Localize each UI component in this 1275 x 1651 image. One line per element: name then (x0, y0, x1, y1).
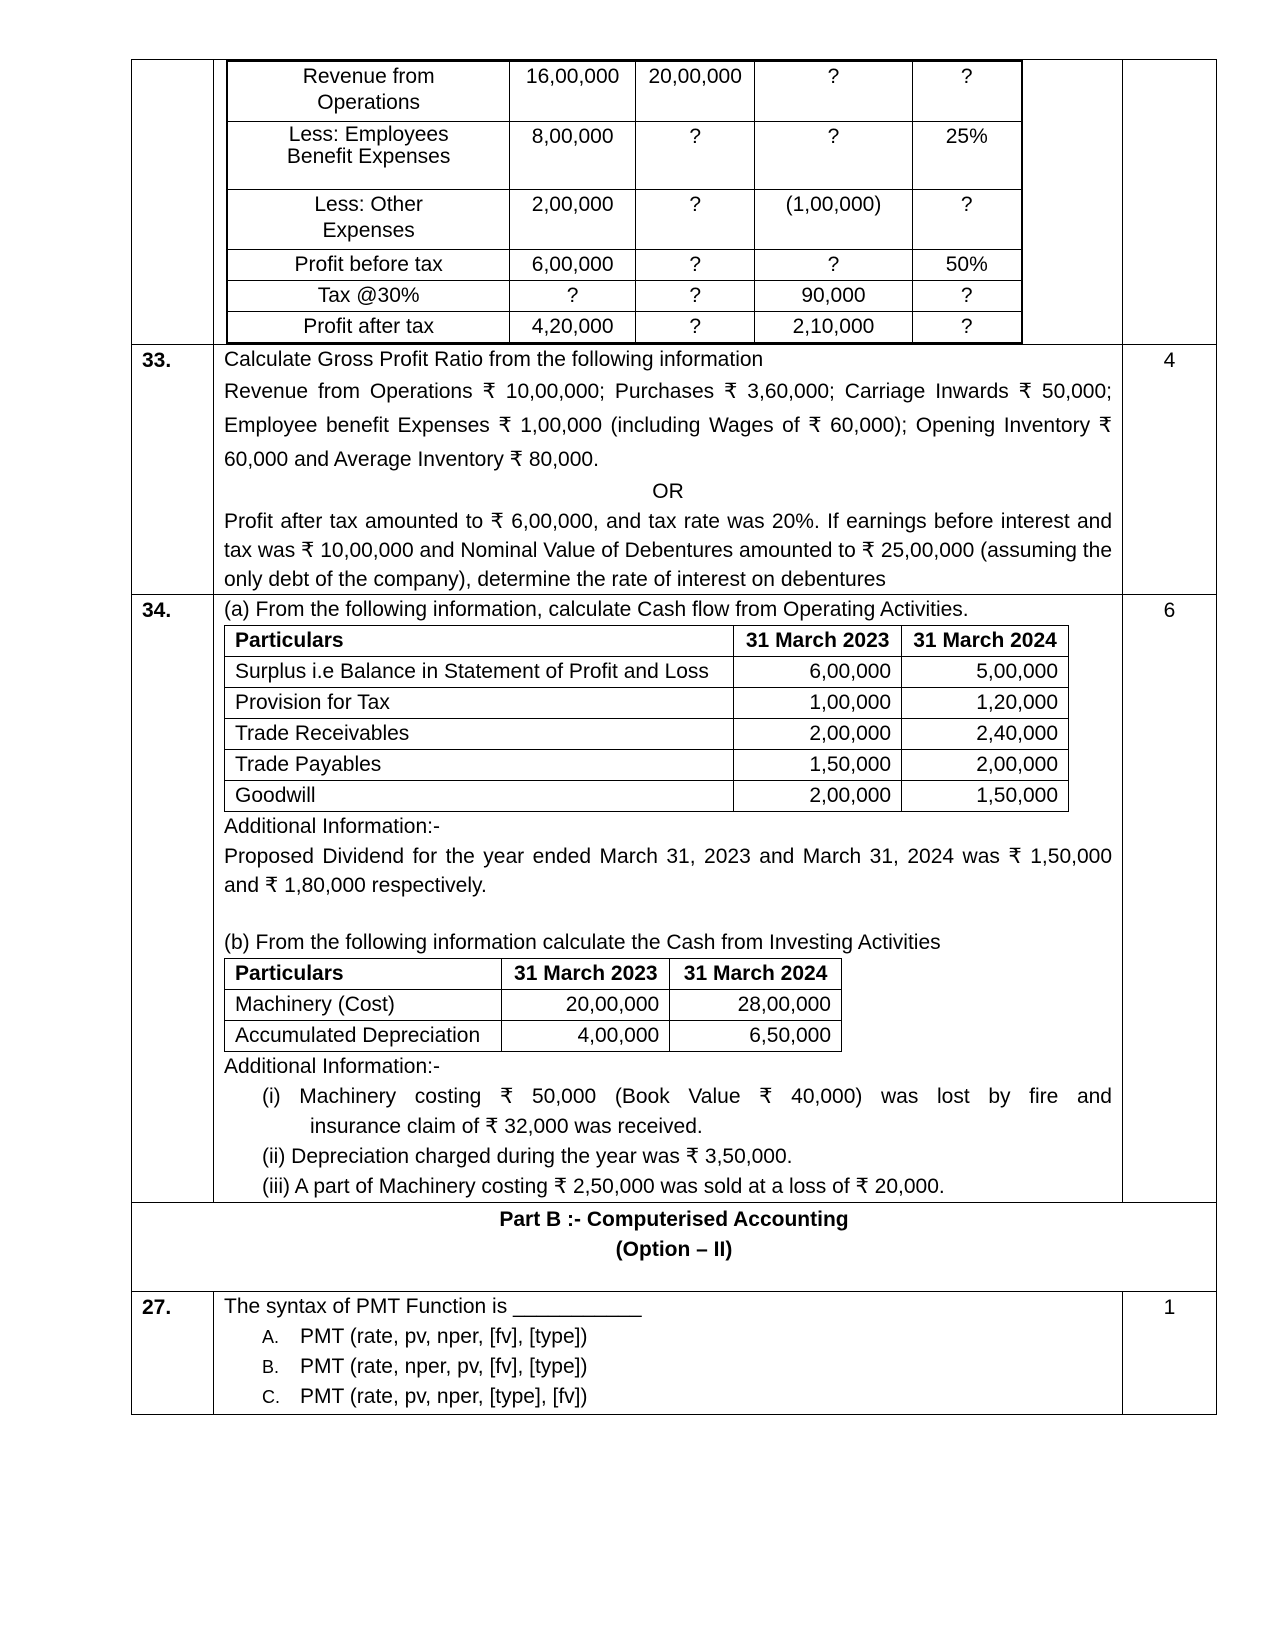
investing-table (224, 958, 842, 1052)
question-text: (a) From the following information, calculate Cash flow from Operating Activities. (224, 597, 969, 621)
option-letter: B. (262, 1356, 280, 1377)
question-27-content (214, 1291, 1123, 1414)
table-cell: 20,00,000 (635, 61, 754, 121)
part-b-row (132, 1202, 1217, 1291)
additional-info-text: Proposed Dividend for the year ended March 31, 2023 and March 31, 2024 was ₹ 1,50,000 and ₹ 1,80,000 respectively. (224, 844, 1112, 897)
list-item: (ii) Depreciation charged during the year was ₹ 3,50,000. (262, 1144, 793, 1168)
table-cell: 2,40,000 (902, 718, 1069, 749)
table-cell: 1,00,000 (734, 687, 902, 718)
table-cell: Profit before tax (227, 249, 510, 280)
table-row (225, 1020, 842, 1051)
question-paragraph: Revenue from Operations ₹ 10,00,000; Purchases ₹ 3,60,000; Carriage Inwards ₹ 50,000; Employee benefit Expenses ₹ 1,00,000 (including Wages of ₹ 60,000); Opening Inventory ₹ 60,000 and Average Inventory ₹ 80,000. (224, 379, 1112, 471)
or-separator: OR (652, 479, 684, 503)
additional-info-list (224, 1082, 1112, 1202)
table-cell: Provision for Tax (225, 687, 734, 718)
table-row (227, 189, 1022, 249)
question-number: 33. (132, 344, 214, 594)
table-cell: Trade Payables (225, 749, 734, 780)
column-header: Particulars (225, 625, 734, 656)
table-row (225, 749, 1069, 780)
table-cell: Trade Receivables (225, 718, 734, 749)
table-cell: 5,00,000 (902, 656, 1069, 687)
table-cell: Profit after tax (227, 311, 510, 343)
table-header-row (225, 625, 1069, 656)
table-cell: ? (912, 280, 1022, 311)
table-cell: 90,000 (755, 280, 912, 311)
question-sheet (131, 59, 1217, 1415)
table-cell: 20,00,000 (502, 989, 670, 1020)
table-header-row (225, 958, 842, 989)
table-cell: ? (912, 61, 1022, 121)
question-34-content (214, 594, 1123, 1202)
question-33-content (214, 344, 1123, 594)
table-cell: 16,00,000 (510, 61, 636, 121)
table-cell: Machinery (Cost) (225, 989, 502, 1020)
column-header: Particulars (225, 958, 502, 989)
table-cell: ? (912, 189, 1022, 249)
question-paragraph: Profit after tax amounted to ₹ 6,00,000, and tax rate was 20%. If earnings before interest and tax was ₹ 10,00,000 and Nominal Value of Debentures amounted to ₹ 25,00,000 (assuming the only debt of the company), determine the rate of interest on debentures (224, 509, 1112, 591)
table-cell: 2,00,000 (510, 189, 636, 249)
question-34-row (132, 594, 1217, 1202)
table-cell: Less: Other Expenses (227, 189, 510, 249)
continuation-row (132, 60, 1217, 345)
table-cell: ? (510, 280, 636, 311)
table-cell: (1,00,000) (755, 189, 912, 249)
option-a (262, 1322, 1112, 1352)
additional-info-heading: Additional Information:- (224, 1054, 440, 1078)
option-c (262, 1382, 1112, 1412)
option-text: PMT (rate, pv, nper, [type], [fv]) (300, 1384, 588, 1408)
table-cell: 4,20,000 (510, 311, 636, 343)
table-cell: ? (635, 189, 754, 249)
table-row (227, 61, 1022, 121)
table-cell: 4,00,000 (502, 1020, 670, 1051)
table-cell: Goodwill (225, 780, 734, 811)
part-option: (Option – II) (615, 1237, 733, 1261)
table-cell: 1,50,000 (902, 780, 1069, 811)
table-cell: 28,00,000 (670, 989, 842, 1020)
question-text: The syntax of PMT Function is ___________ (224, 1294, 642, 1318)
marks: 4 (1123, 344, 1217, 594)
option-letter: C. (262, 1386, 280, 1407)
table-cell: 6,00,000 (734, 656, 902, 687)
question-text: (b) From the following information calculate the Cash from Investing Activities (224, 930, 941, 954)
table-cell: 2,00,000 (734, 780, 902, 811)
table-cell: Tax @30% (227, 280, 510, 311)
table-cell: 1,20,000 (902, 687, 1069, 718)
empty-qno (132, 60, 214, 345)
table-cell: ? (755, 249, 912, 280)
table-row (225, 780, 1069, 811)
column-header: 31 March 2023 (734, 625, 902, 656)
table-row (225, 687, 1069, 718)
table-row (225, 718, 1069, 749)
list-item: (iii) A part of Machinery costing ₹ 2,50,000 was sold at a loss of ₹ 20,000. (262, 1174, 945, 1198)
table-cell: 2,00,000 (902, 749, 1069, 780)
table-cell: ? (755, 121, 912, 189)
table-row (227, 121, 1022, 189)
table-cell: 1,50,000 (734, 749, 902, 780)
table-cell: Surplus i.e Balance in Statement of Profit and Loss (225, 656, 734, 687)
table-cell: 6,00,000 (510, 249, 636, 280)
question-number: 34. (132, 594, 214, 1202)
ratio-table (226, 60, 1023, 344)
continuation-content (214, 60, 1123, 345)
table-cell: ? (755, 61, 912, 121)
column-header: 31 March 2023 (502, 958, 670, 989)
table-cell: Less: Employees Benefit Expenses (227, 121, 510, 189)
question-27-row (132, 1291, 1217, 1414)
table-cell: 2,00,000 (734, 718, 902, 749)
table-row (225, 989, 842, 1020)
part-b-heading (132, 1202, 1217, 1291)
part-title: Part B :- Computerised Accounting (499, 1207, 849, 1231)
table-row (227, 311, 1022, 343)
column-header: 31 March 2024 (670, 958, 842, 989)
question-33-row (132, 344, 1217, 594)
option-letter: A. (262, 1326, 280, 1347)
option-text: PMT (rate, nper, pv, [fv], [type]) (300, 1354, 588, 1378)
table-row (225, 656, 1069, 687)
operating-table (224, 625, 1069, 812)
additional-info-heading: Additional Information:- (224, 814, 440, 838)
table-cell: Accumulated Depreciation (225, 1020, 502, 1051)
option-b (262, 1352, 1112, 1382)
table-cell: 50% (912, 249, 1022, 280)
table-cell: ? (635, 311, 754, 343)
marks: 1 (1123, 1291, 1217, 1414)
marks: 6 (1123, 594, 1217, 1202)
list-item: (i) Machinery costing ₹ 50,000 (Book Value ₹ 40,000) was lost by fire and (262, 1084, 1112, 1108)
table-row (227, 280, 1022, 311)
question-text: Calculate Gross Profit Ratio from the following information (224, 347, 764, 371)
table-cell: 8,00,000 (510, 121, 636, 189)
table-cell: ? (635, 121, 754, 189)
table-cell: ? (635, 249, 754, 280)
table-cell: 25% (912, 121, 1022, 189)
column-header: 31 March 2024 (902, 625, 1069, 656)
question-number: 27. (132, 1291, 214, 1414)
table-cell: 2,10,000 (755, 311, 912, 343)
table-cell: ? (912, 311, 1022, 343)
table-cell: Revenue from Operations (227, 61, 510, 121)
table-cell: 6,50,000 (670, 1020, 842, 1051)
list-item: insurance claim of ₹ 32,000 was received. (310, 1114, 703, 1138)
options-list (224, 1322, 1112, 1412)
option-text: PMT (rate, pv, nper, [fv], [type]) (300, 1324, 588, 1348)
empty-marks (1123, 60, 1217, 345)
table-cell: ? (635, 280, 754, 311)
table-row (227, 249, 1022, 280)
